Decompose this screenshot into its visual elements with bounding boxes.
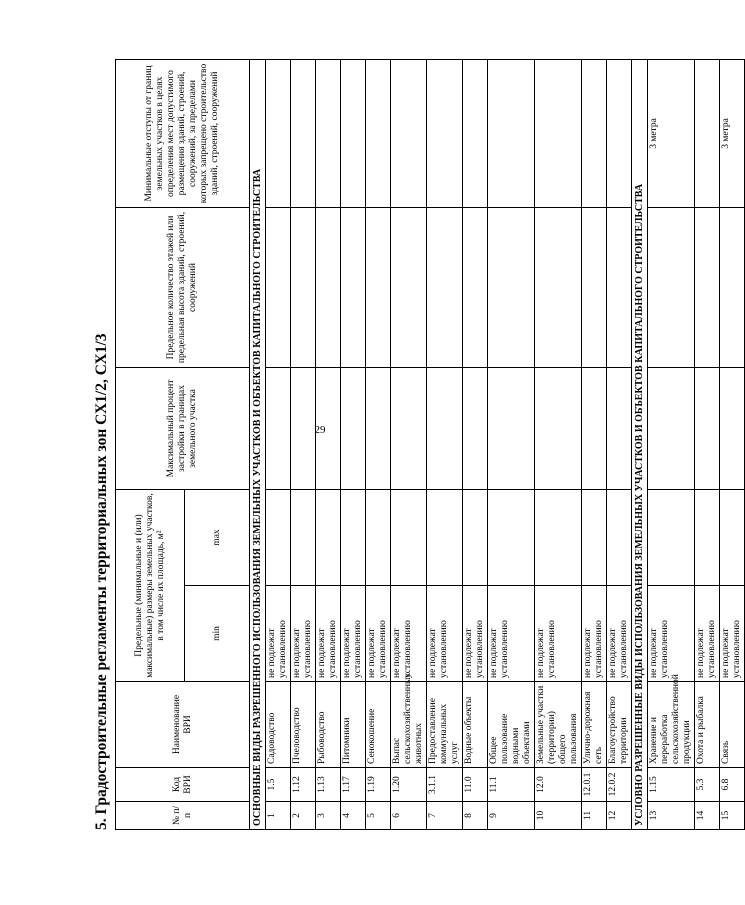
row-name: Сенокошение (366, 682, 391, 768)
row-size: не подлежат установлению (582, 586, 607, 682)
row-size: не подлежат установлению (266, 586, 291, 682)
table-row (427, 60, 463, 830)
header-min: min (185, 586, 250, 682)
row-code: 1.20 (391, 768, 427, 802)
row-num: 2 (291, 802, 316, 830)
header-size-group: Предельные (минимальные и (или) максимальные) размеры земельных участков, в том числе их площадь, м² (116, 490, 185, 682)
row-num: 1 (266, 802, 291, 830)
row-setback (266, 60, 291, 208)
row-size: не подлежат установлению (535, 586, 582, 682)
row-num: 11 (582, 802, 607, 830)
row-size: не подлежат установлению (648, 586, 695, 682)
row-code: 6.8 (720, 768, 745, 802)
row-name: Охота и рыбалка (695, 682, 720, 768)
row-setback (366, 60, 391, 208)
row-code: 12.0 (535, 768, 582, 802)
table-row (488, 60, 535, 830)
row-setback (391, 60, 427, 208)
row-name: Связь (720, 682, 745, 768)
row-setback (341, 60, 366, 208)
row-num: 15 (720, 802, 745, 830)
table-row (463, 60, 488, 830)
table-row (366, 60, 391, 830)
row-size: не подлежат установлению (291, 586, 316, 682)
row-name: Выпас сельскохозяйственных животных (391, 682, 427, 768)
row-code: 11.0 (463, 768, 488, 802)
row-num: 5 (366, 802, 391, 830)
rotated-landscape-page (91, 60, 742, 830)
row-num: 13 (648, 802, 695, 830)
row-size: не подлежат установлению (391, 586, 427, 682)
row-code: 12.0.1 (582, 768, 607, 802)
row-code: 1.17 (341, 768, 366, 802)
row-size: не подлежат установлению (488, 586, 535, 682)
header-num: № п/п (116, 802, 250, 830)
row-code: 3.1.1 (427, 768, 463, 802)
row-size: не подлежат установлению (607, 586, 632, 682)
row-code: 1.19 (366, 768, 391, 802)
row-num: 4 (341, 802, 366, 830)
row-size: не подлежат установлению (463, 586, 488, 682)
row-code: 5.3 (695, 768, 720, 802)
page-heading: 5. Градостроительные регламенты территориальных зон СХ1/2, СХ1/3 (93, 333, 110, 830)
row-setback: 3 метра (648, 60, 695, 208)
row-name: Садоводство (266, 682, 291, 768)
table-row (535, 60, 582, 830)
row-name: Предоставление коммунальных услуг (427, 682, 463, 768)
row-num: 9 (488, 802, 535, 830)
row-size: не подлежат установлению (341, 586, 366, 682)
row-name: Пчеловодство (291, 682, 316, 768)
row-name: Питомники (341, 682, 366, 768)
section-main: ОСНОВНЫЕ ВИДЫ РАЗРЕШЕННОГО ИСПОЛЬЗОВАНИЯ ЗЕМЕЛЬНЫХ УЧАСТКОВ И ОБЪЕКТОВ КАПИТАЛЬНОГО СТРОИТЕЛЬСТВА (250, 60, 266, 830)
row-code: 1.15 (648, 768, 695, 802)
row-code: 1.13 (316, 768, 341, 802)
page-number: 29 (314, 424, 326, 436)
row-num: 3 (316, 802, 341, 830)
row-setback (582, 60, 607, 208)
row-code: 11.1 (488, 768, 535, 802)
row-size: не подлежат установлению (427, 586, 463, 682)
header-max: max (185, 490, 250, 586)
table-row (341, 60, 366, 830)
table-row (316, 60, 341, 830)
row-name: Благоустройство территории (607, 682, 632, 768)
header-name: Наименование ВРИ (116, 682, 250, 768)
header-code: Код ВРИ (116, 768, 250, 802)
row-name: Рыбоводство (316, 682, 341, 768)
table-row (391, 60, 427, 830)
section-conditional: УСЛОВНО РАЗРЕШЕННЫЕ ВИДЫ ИСПОЛЬЗОВАНИЯ ЗЕМЕЛЬНЫХ УЧАСТКОВ И ОБЪЕКТОВ КАПИТАЛЬНОГО СТРОИТЕЛЬСТВА (632, 60, 648, 830)
row-name: Хранение и переработка сельскохозяйственной продукции (648, 682, 695, 768)
row-num: 10 (535, 802, 582, 830)
header-floors: Предельное количество этажей или предельная высота зданий, строений, сооружений (116, 208, 250, 368)
row-num: 7 (427, 802, 463, 830)
row-name: Земельные участки (территории) общего пользования (535, 682, 582, 768)
row-setback (488, 60, 535, 208)
header-coverage: Максимальный процент застройки в границах земельного участка (116, 368, 250, 490)
row-num: 14 (695, 802, 720, 830)
table-row (266, 60, 291, 830)
row-code: 1.5 (266, 768, 291, 802)
row-num: 6 (391, 802, 427, 830)
table-row (695, 60, 720, 830)
row-setback (463, 60, 488, 208)
row-setback (607, 60, 632, 208)
row-setback (427, 60, 463, 208)
table-row (291, 60, 316, 830)
row-setback (316, 60, 341, 208)
row-size: не подлежат установлению (316, 586, 341, 682)
regulations-table (115, 59, 745, 830)
row-setback (695, 60, 720, 208)
row-code: 1.12 (291, 768, 316, 802)
row-size: не подлежат установлению (720, 586, 745, 682)
table-row (607, 60, 632, 830)
header-setbacks: Минимальные отступы от границ земельных участков в целях определения мест допустимого размещения зданий, строений, сооружений, за пределами которых запрещено строительство зданий, строений, сооружений (116, 60, 250, 208)
row-code: 12.0.2 (607, 768, 632, 802)
row-size: не подлежат установлению (366, 586, 391, 682)
row-name: Улично-дорожная сеть (582, 682, 607, 768)
row-name: Водные объекты (463, 682, 488, 768)
row-num: 12 (607, 802, 632, 830)
row-num: 8 (463, 802, 488, 830)
table-row (648, 60, 695, 830)
table-row (582, 60, 607, 830)
row-setback (291, 60, 316, 208)
row-size: не подлежат установлению (695, 586, 720, 682)
row-setback: 3 метра (720, 60, 745, 208)
row-setback (535, 60, 582, 208)
table-row (720, 60, 745, 830)
row-name: Общее пользование водными объектами (488, 682, 535, 768)
